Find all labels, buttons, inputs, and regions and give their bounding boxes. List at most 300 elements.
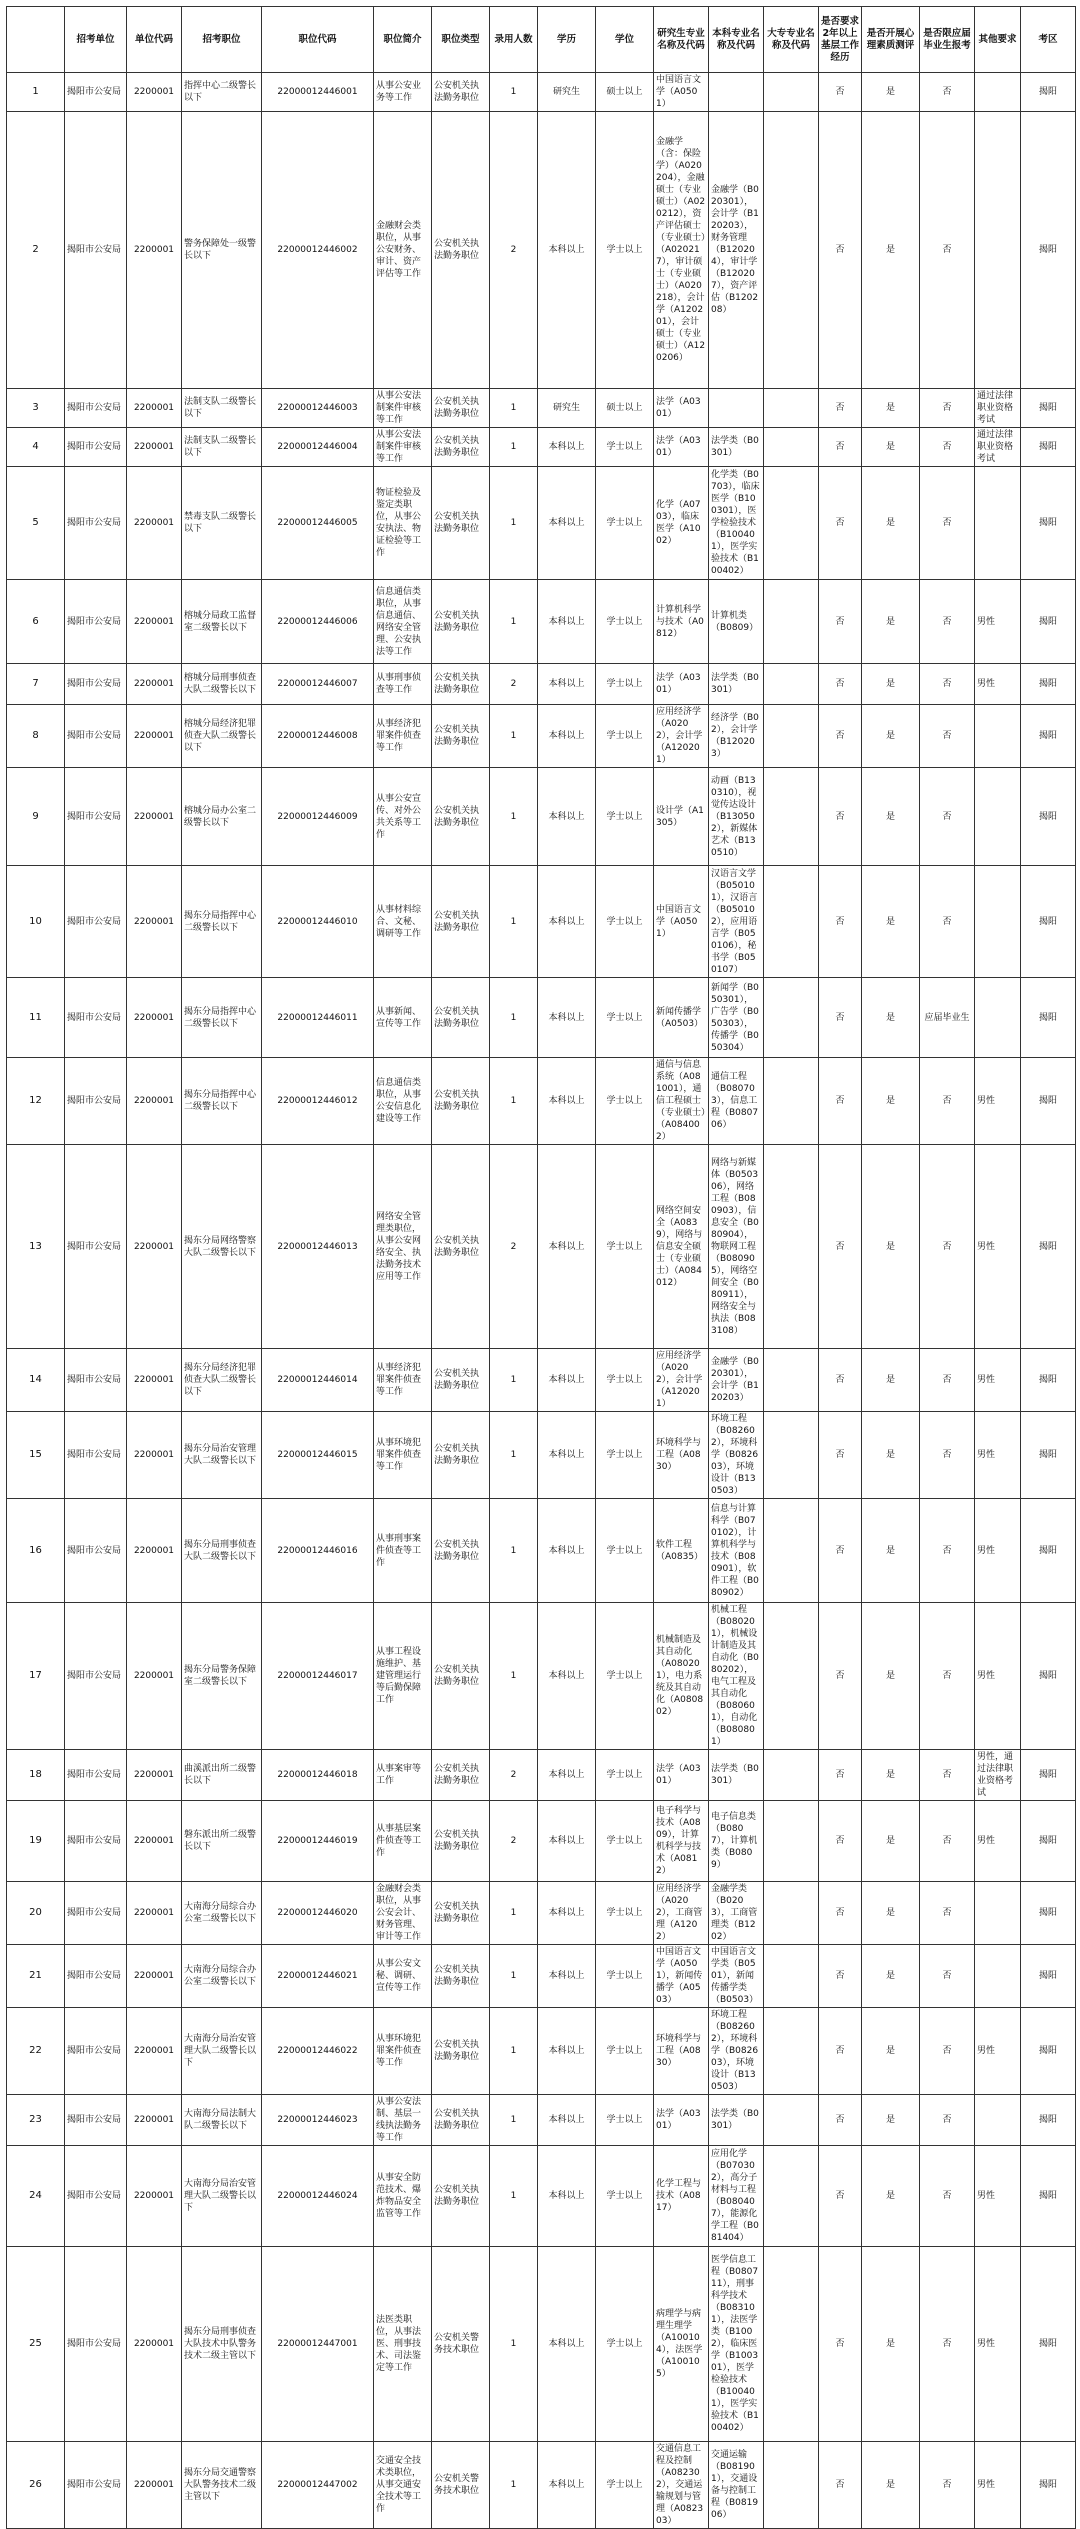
cell-position-type: 公安机关执法勤务职位: [432, 2008, 490, 2095]
cell-index: 7: [7, 664, 65, 705]
cell-unit: 揭阳市公安局: [65, 866, 127, 978]
cell-position: 揭东分局指挥中心二级警长以下: [182, 866, 262, 978]
cell-degree: 学士以上: [596, 1750, 654, 1801]
cell-position: 法制支队二级警长以下: [182, 389, 262, 428]
cell-index: 20: [7, 1882, 65, 1945]
cell-position-code: 22000012446007: [262, 664, 374, 705]
cell-degree: 学士以上: [596, 1412, 654, 1499]
cell-college-major: [764, 1412, 819, 1499]
cell-grad-major: 中国语言文学（A0501），新闻传播学（A0503）: [654, 1945, 709, 2008]
cell-exam-area: 揭阳: [1021, 1945, 1076, 2008]
cell-college-major: [764, 580, 819, 664]
cell-undergrad-major: 网络与新媒体（B050306），网络工程（B080903），信息安全（B080904），物联网工程（B080905），网络空间安全（B080911），网络安全与执法（B083108）: [709, 1145, 764, 1349]
cell-grad-major: 软件工程（A0835）: [654, 1499, 709, 1603]
cell-exam-area: 揭阳: [1021, 428, 1076, 467]
cell-index: 10: [7, 866, 65, 978]
cell-other-req: 男性: [975, 1058, 1021, 1145]
cell-psych-test: 是: [862, 866, 920, 978]
cell-other-req: [975, 112, 1021, 389]
cell-hire-count: 1: [490, 1603, 538, 1750]
cell-position-type: 公安机关执法勤务职位: [432, 768, 490, 866]
cell-degree: 学士以上: [596, 2095, 654, 2146]
cell-grassroots-exp: 否: [819, 1603, 862, 1750]
cell-fresh-grad: 否: [920, 389, 975, 428]
cell-other-req: 男性: [975, 2008, 1021, 2095]
cell-description: 从事经济犯罪案件侦查等工作: [374, 1349, 432, 1412]
cell-position: 禁毒支队二级警长以下: [182, 467, 262, 580]
cell-unit: 揭阳市公安局: [65, 1603, 127, 1750]
cell-education: 本科以上: [538, 1882, 596, 1945]
cell-hire-count: 1: [490, 768, 538, 866]
cell-position: 榕城分局经济犯罪侦查大队二级警长以下: [182, 705, 262, 768]
cell-education: 本科以上: [538, 1750, 596, 1801]
header-college-major: 大专专业名称及代码: [764, 7, 819, 73]
header-description: 职位简介: [374, 7, 432, 73]
header-exam-area: 考区: [1021, 7, 1076, 73]
header-grad-major: 研究生专业名称及代码: [654, 7, 709, 73]
cell-unit: 揭阳市公安局: [65, 1145, 127, 1349]
cell-education: 本科以上: [538, 2247, 596, 2442]
cell-grassroots-exp: 否: [819, 467, 862, 580]
cell-unit-code: 2200001: [127, 664, 182, 705]
cell-grad-major: 法学（A0301）: [654, 1750, 709, 1801]
cell-fresh-grad: 否: [920, 2008, 975, 2095]
cell-grad-major: 环境科学与工程（A0830）: [654, 2008, 709, 2095]
cell-description: 从事刑事案件侦查等工作: [374, 1499, 432, 1603]
cell-unit-code: 2200001: [127, 866, 182, 978]
cell-exam-area: 揭阳: [1021, 467, 1076, 580]
cell-position-code: 22000012446001: [262, 73, 374, 112]
table-row: [7, 664, 1076, 705]
cell-college-major: [764, 1945, 819, 2008]
table-row: [7, 1882, 1076, 1945]
cell-unit-code: 2200001: [127, 2095, 182, 2146]
cell-unit-code: 2200001: [127, 1058, 182, 1145]
cell-fresh-grad: 否: [920, 1801, 975, 1882]
cell-position-type: 公安机关执法勤务职位: [432, 73, 490, 112]
cell-other-req: 男性: [975, 1349, 1021, 1412]
cell-other-req: [975, 705, 1021, 768]
cell-grassroots-exp: 否: [819, 664, 862, 705]
cell-exam-area: 揭阳: [1021, 1412, 1076, 1499]
table-row: [7, 1945, 1076, 2008]
cell-position: 揭东分局警务保障室二级警长以下: [182, 1603, 262, 1750]
cell-psych-test: 是: [862, 1058, 920, 1145]
cell-grassroots-exp: 否: [819, 2008, 862, 2095]
cell-college-major: [764, 1882, 819, 1945]
cell-college-major: [764, 1750, 819, 1801]
cell-undergrad-major: 汉语言文学（B050101），汉语言（B050102），应用语言学（B050106），秘书学（B050107）: [709, 866, 764, 978]
cell-hire-count: 1: [490, 2095, 538, 2146]
cell-grad-major: 金融学（含：保险学）（A020204），金融硕士（专业硕士）（A020212），资产评估硕士（专业硕士）（A020217），审计硕士（专业硕士）（A020218），会计学（A120201），会计硕士（专业硕士）（A120206）: [654, 112, 709, 389]
cell-unit: 揭阳市公安局: [65, 428, 127, 467]
cell-position: 大南海分局治安管理大队二级警长以下: [182, 2146, 262, 2247]
cell-description: 从事环境犯罪案件侦查等工作: [374, 2008, 432, 2095]
cell-grad-major: 新闻传播学（A0503）: [654, 978, 709, 1058]
cell-undergrad-major: 环境工程（B082602），环境科学（B082603），环境设计（B130503）: [709, 2008, 764, 2095]
cell-position: 法制支队二级警长以下: [182, 428, 262, 467]
cell-description: 从事环境犯罪案件侦查等工作: [374, 1412, 432, 1499]
table-row: [7, 112, 1076, 389]
cell-unit-code: 2200001: [127, 1801, 182, 1882]
cell-position: 曲溪派出所二级警长以下: [182, 1750, 262, 1801]
cell-position-type: 公安机关执法勤务职位: [432, 1058, 490, 1145]
cell-index: 2: [7, 112, 65, 389]
cell-hire-count: 2: [490, 1145, 538, 1349]
table-row: [7, 2146, 1076, 2247]
cell-unit: 揭阳市公安局: [65, 73, 127, 112]
cell-position-code: 22000012446020: [262, 1882, 374, 1945]
cell-fresh-grad: 否: [920, 73, 975, 112]
cell-other-req: 男性: [975, 2442, 1021, 2529]
cell-position-type: 公安机关执法勤务职位: [432, 1603, 490, 1750]
cell-position-code: 22000012446024: [262, 2146, 374, 2247]
cell-position-code: 22000012447001: [262, 2247, 374, 2442]
header-psych-test: 是否开展心理素质测评: [862, 7, 920, 73]
cell-college-major: [764, 467, 819, 580]
cell-hire-count: 1: [490, 2442, 538, 2529]
cell-index: 17: [7, 1603, 65, 1750]
cell-position-code: 22000012446006: [262, 580, 374, 664]
header-grassroots-exp: 是否要求2年以上基层工作经历: [819, 7, 862, 73]
cell-other-req: 男性: [975, 1499, 1021, 1603]
cell-position-type: 公安机关执法勤务职位: [432, 1882, 490, 1945]
cell-description: 网络安全管理类职位，从事公安网络安全、执法勤务技术应用等工作: [374, 1145, 432, 1349]
cell-psych-test: 是: [862, 428, 920, 467]
cell-undergrad-major: 应用化学（B070302），高分子材料与工程（B080407），能源化学工程（B081404）: [709, 2146, 764, 2247]
cell-undergrad-major: 通信工程（B080703），信息工程（B080706）: [709, 1058, 764, 1145]
cell-position-code: 22000012446012: [262, 1058, 374, 1145]
cell-college-major: [764, 1349, 819, 1412]
cell-degree: 硕士以上: [596, 389, 654, 428]
cell-other-req: 通过法律职业资格考试: [975, 389, 1021, 428]
cell-fresh-grad: 否: [920, 1750, 975, 1801]
cell-degree: 学士以上: [596, 2442, 654, 2529]
cell-grassroots-exp: 否: [819, 2442, 862, 2529]
cell-fresh-grad: 否: [920, 705, 975, 768]
cell-unit-code: 2200001: [127, 428, 182, 467]
cell-fresh-grad: 否: [920, 2146, 975, 2247]
cell-position-code: 22000012446005: [262, 467, 374, 580]
cell-index: 11: [7, 978, 65, 1058]
cell-description: 信息通信类职位，从事公安信息化建设等工作: [374, 1058, 432, 1145]
cell-hire-count: 1: [490, 73, 538, 112]
cell-grassroots-exp: 否: [819, 1412, 862, 1499]
cell-description: 从事公安业务等工作: [374, 73, 432, 112]
cell-college-major: [764, 389, 819, 428]
cell-unit-code: 2200001: [127, 1412, 182, 1499]
cell-index: 8: [7, 705, 65, 768]
cell-education: 本科以上: [538, 1801, 596, 1882]
table-row: [7, 1801, 1076, 1882]
cell-exam-area: 揭阳: [1021, 112, 1076, 389]
cell-position: 警务保障处一级警长以下: [182, 112, 262, 389]
cell-unit-code: 2200001: [127, 1499, 182, 1603]
header-position-code: 职位代码: [262, 7, 374, 73]
cell-education: 本科以上: [538, 866, 596, 978]
cell-psych-test: 是: [862, 705, 920, 768]
cell-description: 金融财会类职位，从事公安会计、财务管理、审计等工作: [374, 1882, 432, 1945]
cell-position: 大南海分局综合办公室二级警长以下: [182, 1945, 262, 2008]
cell-psych-test: 是: [862, 389, 920, 428]
cell-unit: 揭阳市公安局: [65, 112, 127, 389]
cell-fresh-grad: 否: [920, 1945, 975, 2008]
cell-degree: 学士以上: [596, 768, 654, 866]
cell-position: 指挥中心二级警长以下: [182, 73, 262, 112]
cell-unit-code: 2200001: [127, 112, 182, 389]
cell-position-type: 公安机关执法勤务职位: [432, 1349, 490, 1412]
cell-other-req: 通过法律职业资格考试: [975, 428, 1021, 467]
cell-hire-count: 1: [490, 978, 538, 1058]
cell-grassroots-exp: 否: [819, 1145, 862, 1349]
cell-position: 磐东派出所二级警长以下: [182, 1801, 262, 1882]
cell-position-type: 公安机关执法勤务职位: [432, 428, 490, 467]
cell-psych-test: 是: [862, 2095, 920, 2146]
cell-exam-area: 揭阳: [1021, 1801, 1076, 1882]
cell-exam-area: 揭阳: [1021, 1603, 1076, 1750]
header-other-req: 其他要求: [975, 7, 1021, 73]
cell-hire-count: 1: [490, 705, 538, 768]
cell-undergrad-major: 经济学（B02），会计学（B120203）: [709, 705, 764, 768]
cell-hire-count: 1: [490, 580, 538, 664]
cell-degree: 学士以上: [596, 428, 654, 467]
cell-undergrad-major: 交通运输（B081901），交通设备与控制工程（B081906）: [709, 2442, 764, 2529]
cell-undergrad-major: 信息与计算科学（B070102），计算机科学与技术（B080901），软件工程（B080902）: [709, 1499, 764, 1603]
cell-degree: 学士以上: [596, 467, 654, 580]
cell-grassroots-exp: 否: [819, 1750, 862, 1801]
cell-grad-major: 电子科学与技术（A0809），计算机科学与技术（A0812）: [654, 1801, 709, 1882]
cell-hire-count: 1: [490, 1412, 538, 1499]
cell-unit-code: 2200001: [127, 2442, 182, 2529]
cell-other-req: 男性: [975, 664, 1021, 705]
header-row: [7, 7, 1076, 73]
cell-grassroots-exp: 否: [819, 978, 862, 1058]
table-row: [7, 428, 1076, 467]
cell-undergrad-major: 动画（B130310），视觉传达设计（B130502），新媒体艺术（B130510）: [709, 768, 764, 866]
recruitment-table: [6, 6, 1076, 2529]
cell-hire-count: 1: [490, 1499, 538, 1603]
table-row: [7, 1750, 1076, 1801]
cell-unit: 揭阳市公安局: [65, 2442, 127, 2529]
cell-unit-code: 2200001: [127, 1603, 182, 1750]
cell-education: 本科以上: [538, 2095, 596, 2146]
cell-fresh-grad: 否: [920, 1499, 975, 1603]
cell-exam-area: 揭阳: [1021, 2008, 1076, 2095]
cell-hire-count: 1: [490, 428, 538, 467]
cell-unit-code: 2200001: [127, 467, 182, 580]
cell-undergrad-major: 化学类（B0703），临床医学（B100301），医学检验技术（B100401），医学实验技术（B100402）: [709, 467, 764, 580]
cell-other-req: 男性: [975, 580, 1021, 664]
cell-education: 本科以上: [538, 1499, 596, 1603]
cell-college-major: [764, 866, 819, 978]
cell-degree: 学士以上: [596, 978, 654, 1058]
cell-grad-major: 化学（A0703），临床医学（A1002）: [654, 467, 709, 580]
cell-education: 本科以上: [538, 768, 596, 866]
cell-hire-count: 1: [490, 389, 538, 428]
cell-education: 本科以上: [538, 1603, 596, 1750]
cell-grassroots-exp: 否: [819, 428, 862, 467]
cell-degree: 学士以上: [596, 1499, 654, 1603]
header-undergrad-major: 本科专业名称及代码: [709, 7, 764, 73]
cell-other-req: [975, 1945, 1021, 2008]
cell-description: 法医类职位，从事法医、刑事技术、司法鉴定等工作: [374, 2247, 432, 2442]
cell-index: 3: [7, 389, 65, 428]
cell-exam-area: 揭阳: [1021, 978, 1076, 1058]
cell-unit-code: 2200001: [127, 1349, 182, 1412]
cell-description: 从事安全防范技术、爆炸物品安全监管等工作: [374, 2146, 432, 2247]
cell-degree: 硕士以上: [596, 73, 654, 112]
cell-grassroots-exp: 否: [819, 2146, 862, 2247]
cell-position-type: 公安机关执法勤务职位: [432, 705, 490, 768]
cell-position: 揭东分局经济犯罪侦查大队二级警长以下: [182, 1349, 262, 1412]
cell-education: 本科以上: [538, 1058, 596, 1145]
cell-college-major: [764, 112, 819, 389]
cell-college-major: [764, 1058, 819, 1145]
cell-other-req: 男性: [975, 2146, 1021, 2247]
cell-undergrad-major: 法学类（B0301）: [709, 664, 764, 705]
cell-education: 本科以上: [538, 1412, 596, 1499]
cell-degree: 学士以上: [596, 705, 654, 768]
cell-description: 从事案审等工作: [374, 1750, 432, 1801]
table-row: [7, 2095, 1076, 2146]
cell-college-major: [764, 1603, 819, 1750]
cell-exam-area: 揭阳: [1021, 2146, 1076, 2247]
cell-education: 本科以上: [538, 2008, 596, 2095]
cell-degree: 学士以上: [596, 1349, 654, 1412]
cell-other-req: [975, 866, 1021, 978]
cell-grad-major: 通信与信息系统（A081001），通信工程硕士（专业硕士）（A084002）: [654, 1058, 709, 1145]
cell-grad-major: 网络空间安全（A0839），网络与信息安全硕士（专业硕士）（A084012）: [654, 1145, 709, 1349]
header-position: 招考职位: [182, 7, 262, 73]
cell-unit: 揭阳市公安局: [65, 2146, 127, 2247]
cell-position-type: 公安机关执法勤务职位: [432, 112, 490, 389]
cell-psych-test: 是: [862, 2008, 920, 2095]
cell-college-major: [764, 664, 819, 705]
table-row: [7, 1145, 1076, 1349]
table-row: [7, 580, 1076, 664]
cell-undergrad-major: 机械工程（B080201），机械设计制造及其自动化（B080202），电气工程及其自动化（B080601），自动化（B080801）: [709, 1603, 764, 1750]
cell-fresh-grad: 否: [920, 428, 975, 467]
cell-degree: 学士以上: [596, 1058, 654, 1145]
cell-exam-area: 揭阳: [1021, 1750, 1076, 1801]
cell-position-type: 公安机关执法勤务职位: [432, 2095, 490, 2146]
cell-position-type: 公安机关执法勤务职位: [432, 866, 490, 978]
cell-position-code: 22000012446009: [262, 768, 374, 866]
cell-college-major: [764, 705, 819, 768]
cell-unit: 揭阳市公安局: [65, 2247, 127, 2442]
cell-unit-code: 2200001: [127, 978, 182, 1058]
cell-description: 交通安全技术类职位，从事交通安全技术等工作: [374, 2442, 432, 2529]
cell-education: 本科以上: [538, 112, 596, 389]
cell-position-type: 公安机关警务技术职位: [432, 2247, 490, 2442]
table-row: [7, 978, 1076, 1058]
cell-exam-area: 揭阳: [1021, 1349, 1076, 1412]
cell-degree: 学士以上: [596, 2146, 654, 2247]
cell-fresh-grad: 否: [920, 1058, 975, 1145]
cell-unit: 揭阳市公安局: [65, 467, 127, 580]
cell-grad-major: 法学（A0301）: [654, 664, 709, 705]
cell-degree: 学士以上: [596, 1603, 654, 1750]
cell-unit: 揭阳市公安局: [65, 1882, 127, 1945]
cell-college-major: [764, 428, 819, 467]
cell-unit: 揭阳市公安局: [65, 2008, 127, 2095]
cell-hire-count: 1: [490, 467, 538, 580]
cell-position: 大南海分局法制大队二级警长以下: [182, 2095, 262, 2146]
cell-position-type: 公安机关执法勤务职位: [432, 1412, 490, 1499]
cell-unit: 揭阳市公安局: [65, 664, 127, 705]
cell-hire-count: 1: [490, 2008, 538, 2095]
cell-description: 金融财会类职位，从事公安财务、审计、资产评估等工作: [374, 112, 432, 389]
cell-index: 23: [7, 2095, 65, 2146]
cell-education: 本科以上: [538, 467, 596, 580]
table-row: [7, 768, 1076, 866]
cell-position: 揭东分局交通警察大队警务技术二级主管以下: [182, 2442, 262, 2529]
cell-position-code: 22000012446013: [262, 1145, 374, 1349]
header-position-type: 职位类型: [432, 7, 490, 73]
cell-exam-area: 揭阳: [1021, 1882, 1076, 1945]
cell-exam-area: 揭阳: [1021, 389, 1076, 428]
header-fresh-grad: 是否限应届毕业生报考: [920, 7, 975, 73]
cell-hire-count: 1: [490, 2146, 538, 2247]
cell-position-code: 22000012446023: [262, 2095, 374, 2146]
cell-degree: 学士以上: [596, 580, 654, 664]
cell-description: 从事经济犯罪案件侦查等工作: [374, 705, 432, 768]
cell-psych-test: 是: [862, 1882, 920, 1945]
cell-hire-count: 2: [490, 664, 538, 705]
cell-hire-count: 1: [490, 1882, 538, 1945]
cell-unit: 揭阳市公安局: [65, 1750, 127, 1801]
cell-grassroots-exp: 否: [819, 1882, 862, 1945]
cell-fresh-grad: 否: [920, 866, 975, 978]
cell-exam-area: 揭阳: [1021, 1145, 1076, 1349]
cell-position-code: 22000012447002: [262, 2442, 374, 2529]
cell-degree: 学士以上: [596, 112, 654, 389]
cell-position-type: 公安机关执法勤务职位: [432, 1145, 490, 1349]
cell-other-req: 男性: [975, 2247, 1021, 2442]
cell-description: 从事新闻、宣传等工作: [374, 978, 432, 1058]
cell-position-type: 公安机关执法勤务职位: [432, 1945, 490, 2008]
cell-unit: 揭阳市公安局: [65, 978, 127, 1058]
cell-undergrad-major: 电子信息类（B0807），计算机类（B0809）: [709, 1801, 764, 1882]
table-row: [7, 1349, 1076, 1412]
cell-grassroots-exp: 否: [819, 768, 862, 866]
cell-grassroots-exp: 否: [819, 2095, 862, 2146]
cell-position-type: 公安机关执法勤务职位: [432, 1750, 490, 1801]
cell-fresh-grad: 否: [920, 664, 975, 705]
table-row: [7, 2442, 1076, 2529]
cell-index: 13: [7, 1145, 65, 1349]
cell-unit: 揭阳市公安局: [65, 1945, 127, 2008]
cell-college-major: [764, 1499, 819, 1603]
cell-grassroots-exp: 否: [819, 1945, 862, 2008]
cell-grassroots-exp: 否: [819, 2247, 862, 2442]
cell-position: 揭东分局指挥中心二级警长以下: [182, 1058, 262, 1145]
cell-index: 21: [7, 1945, 65, 2008]
cell-fresh-grad: 应届毕业生: [920, 978, 975, 1058]
cell-college-major: [764, 2095, 819, 2146]
cell-position-code: 22000012446018: [262, 1750, 374, 1801]
cell-hire-count: 1: [490, 2247, 538, 2442]
cell-grassroots-exp: 否: [819, 705, 862, 768]
cell-psych-test: 是: [862, 1801, 920, 1882]
table-row: [7, 1603, 1076, 1750]
cell-index: 15: [7, 1412, 65, 1499]
table-row: [7, 705, 1076, 768]
cell-hire-count: 1: [490, 1058, 538, 1145]
cell-position-code: 22000012446011: [262, 978, 374, 1058]
cell-unit-code: 2200001: [127, 2008, 182, 2095]
cell-education: 本科以上: [538, 1945, 596, 2008]
